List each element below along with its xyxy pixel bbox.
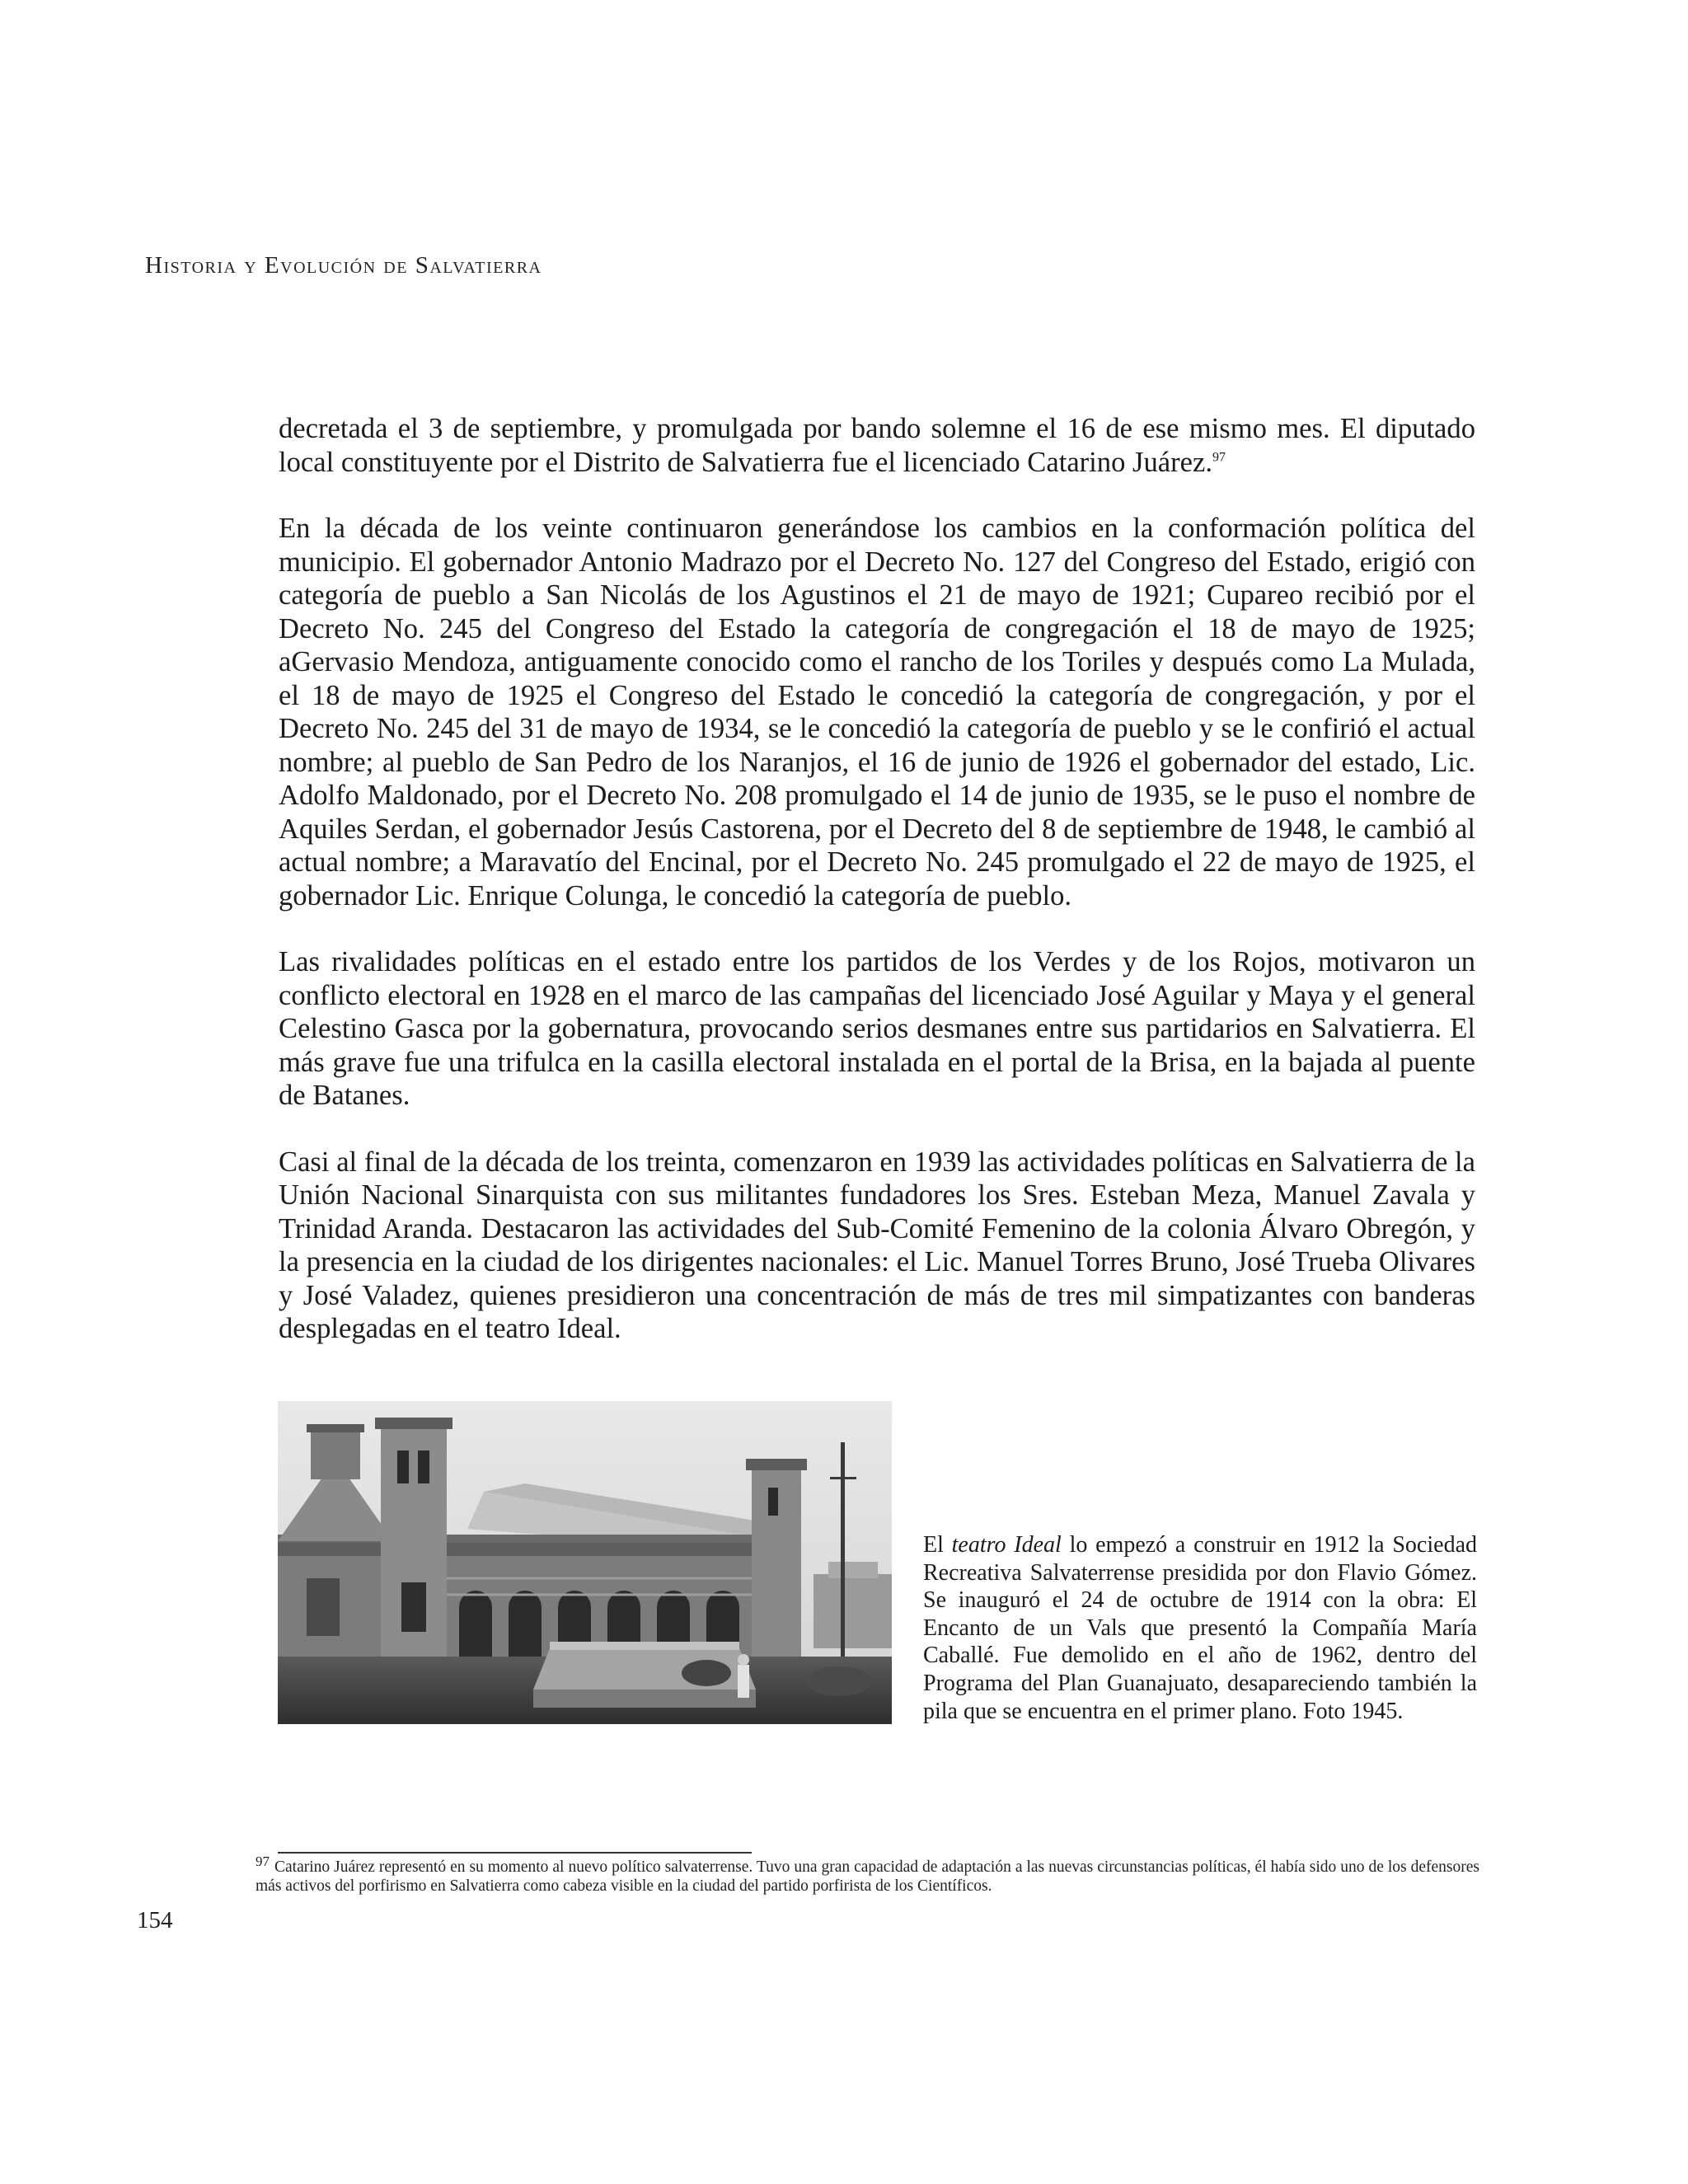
- teatro-ideal-photo: [278, 1401, 892, 1724]
- paragraph-3: Las rivalidades políticas en el estado entre los partidos de los Verdes y de los Rojos, motivaron un conflicto electoral en 1928 en el marco de las campañas del licenciado José Aguilar y Maya y el general Celestino Gasca por la gobernatura, provocando serios desmanes entre sus partidarios en Salvatierra. El más grave fue una trifulca en la casilla electoral instalada en el portal de la Brisa, en la bajada al puente de Batanes.: [279, 946, 1475, 1111]
- paragraph-1: [279, 412, 1475, 479]
- paragraph-1-text: decretada el 3 de septiembre, y promulgada por bando solemne el 16 de ese mismo mes. El diputado local constituyente por el Distrito de Salvatierra fue el licenciado Catarino Juárez.: [279, 413, 1475, 478]
- page-number: 154: [137, 1907, 173, 1933]
- footnote-text: Catarino Juárez representó en su momento al nuevo político salvaterrense. Tuvo una gran capacidad de adaptación a las nuevas circunstancias políticas, él había sido uno de los defensores más activos del porfirismo en Salvatierra como cabeza visible en la ciudad del partido porfirista de los Científicos.: [256, 1858, 1479, 1895]
- footnote-97: [256, 1853, 1479, 1896]
- body-text: [279, 412, 1475, 1379]
- caption-title: teatro Ideal: [951, 1532, 1062, 1558]
- caption-lead: El: [923, 1532, 952, 1558]
- footnote-rule: [278, 1852, 752, 1854]
- caption-text: lo empezó a construir en 1912 la Sociedad Recreativa Salvaterrense presidida por don Flavio Gómez. Se inauguró el 24 de octubre de 1914 con la obra: El Encanto de un Vals que presentó la Compañía María Caballé. Fue demolido en el año de 1962, dentro del Programa del Plan Guanajuato, desapareciendo también la pila que se encuentra en el primer plano. Foto 1945.: [923, 1532, 1477, 1724]
- photo-caption: [923, 1531, 1477, 1725]
- paragraph-2: En la década de los veinte continuaron generándose los cambios en la conformación política del municipio. El gobernador Antonio Madrazo por el Decreto No. 127 del Congreso del Estado, erigió con categoría de pueblo a San Nicolás de los Agustinos el 21 de mayo de 1921; Cupareo recibió por el Decreto No. 245 del Congreso del Estado la categoría de congregación el 18 de mayo de 1925; aGervasio Mendoza, antiguamente conocido como el rancho de los Toriles y después como La Mulada, el 18 de mayo de 1925 el Congreso del Estado le concedió la categoría de congregación, y por el Decreto No. 245 del 31 de mayo de 1934, se le concedió la categoría de pueblo y se le confirió el actual nombre; al pueblo de San Pedro de los Naranjos, el 16 de junio de 1926 el gobernador del estado, Lic. Adolfo Maldonado, por el Decreto No. 208 promulgado el 14 de junio de 1935, se le puso el nombre de Aquiles Serdan, el gobernador Jesús Castorena, por el Decreto del 8 de septiembre de 1948, le cambió al actual nombre; a Maravatío del Encinal, por el Decreto No. 245 promulgado el 22 de mayo de 1925, el gobernador Lic. Enrique Colunga, le concedió la categoría de pueblo.: [279, 513, 1475, 912]
- footnote-number: 97: [256, 1853, 270, 1869]
- footnote-ref-97[interactable]: 97: [1212, 449, 1226, 464]
- paragraph-4: Casi al final de la década de los treinta, comenzaron en 1939 las actividades políticas en Salvatierra de la Unión Nacional Sinarquista con sus militantes fundadores los Sres. Esteban Meza, Manuel Zavala y Trinidad Aranda. Destacaron las actividades del Sub-Comité Femenino de la colonia Álvaro Obregón, y la presencia en la ciudad de los dirigentes nacionales: el Lic. Manuel Torres Bruno, José Trueba Olivares y José Valadez, quienes presidieron una concentración de más de tres mil simpatizantes con banderas desplegadas en el teatro Ideal.: [279, 1146, 1475, 1344]
- running-head: Historia y Evolución de Salvatierra: [145, 252, 542, 279]
